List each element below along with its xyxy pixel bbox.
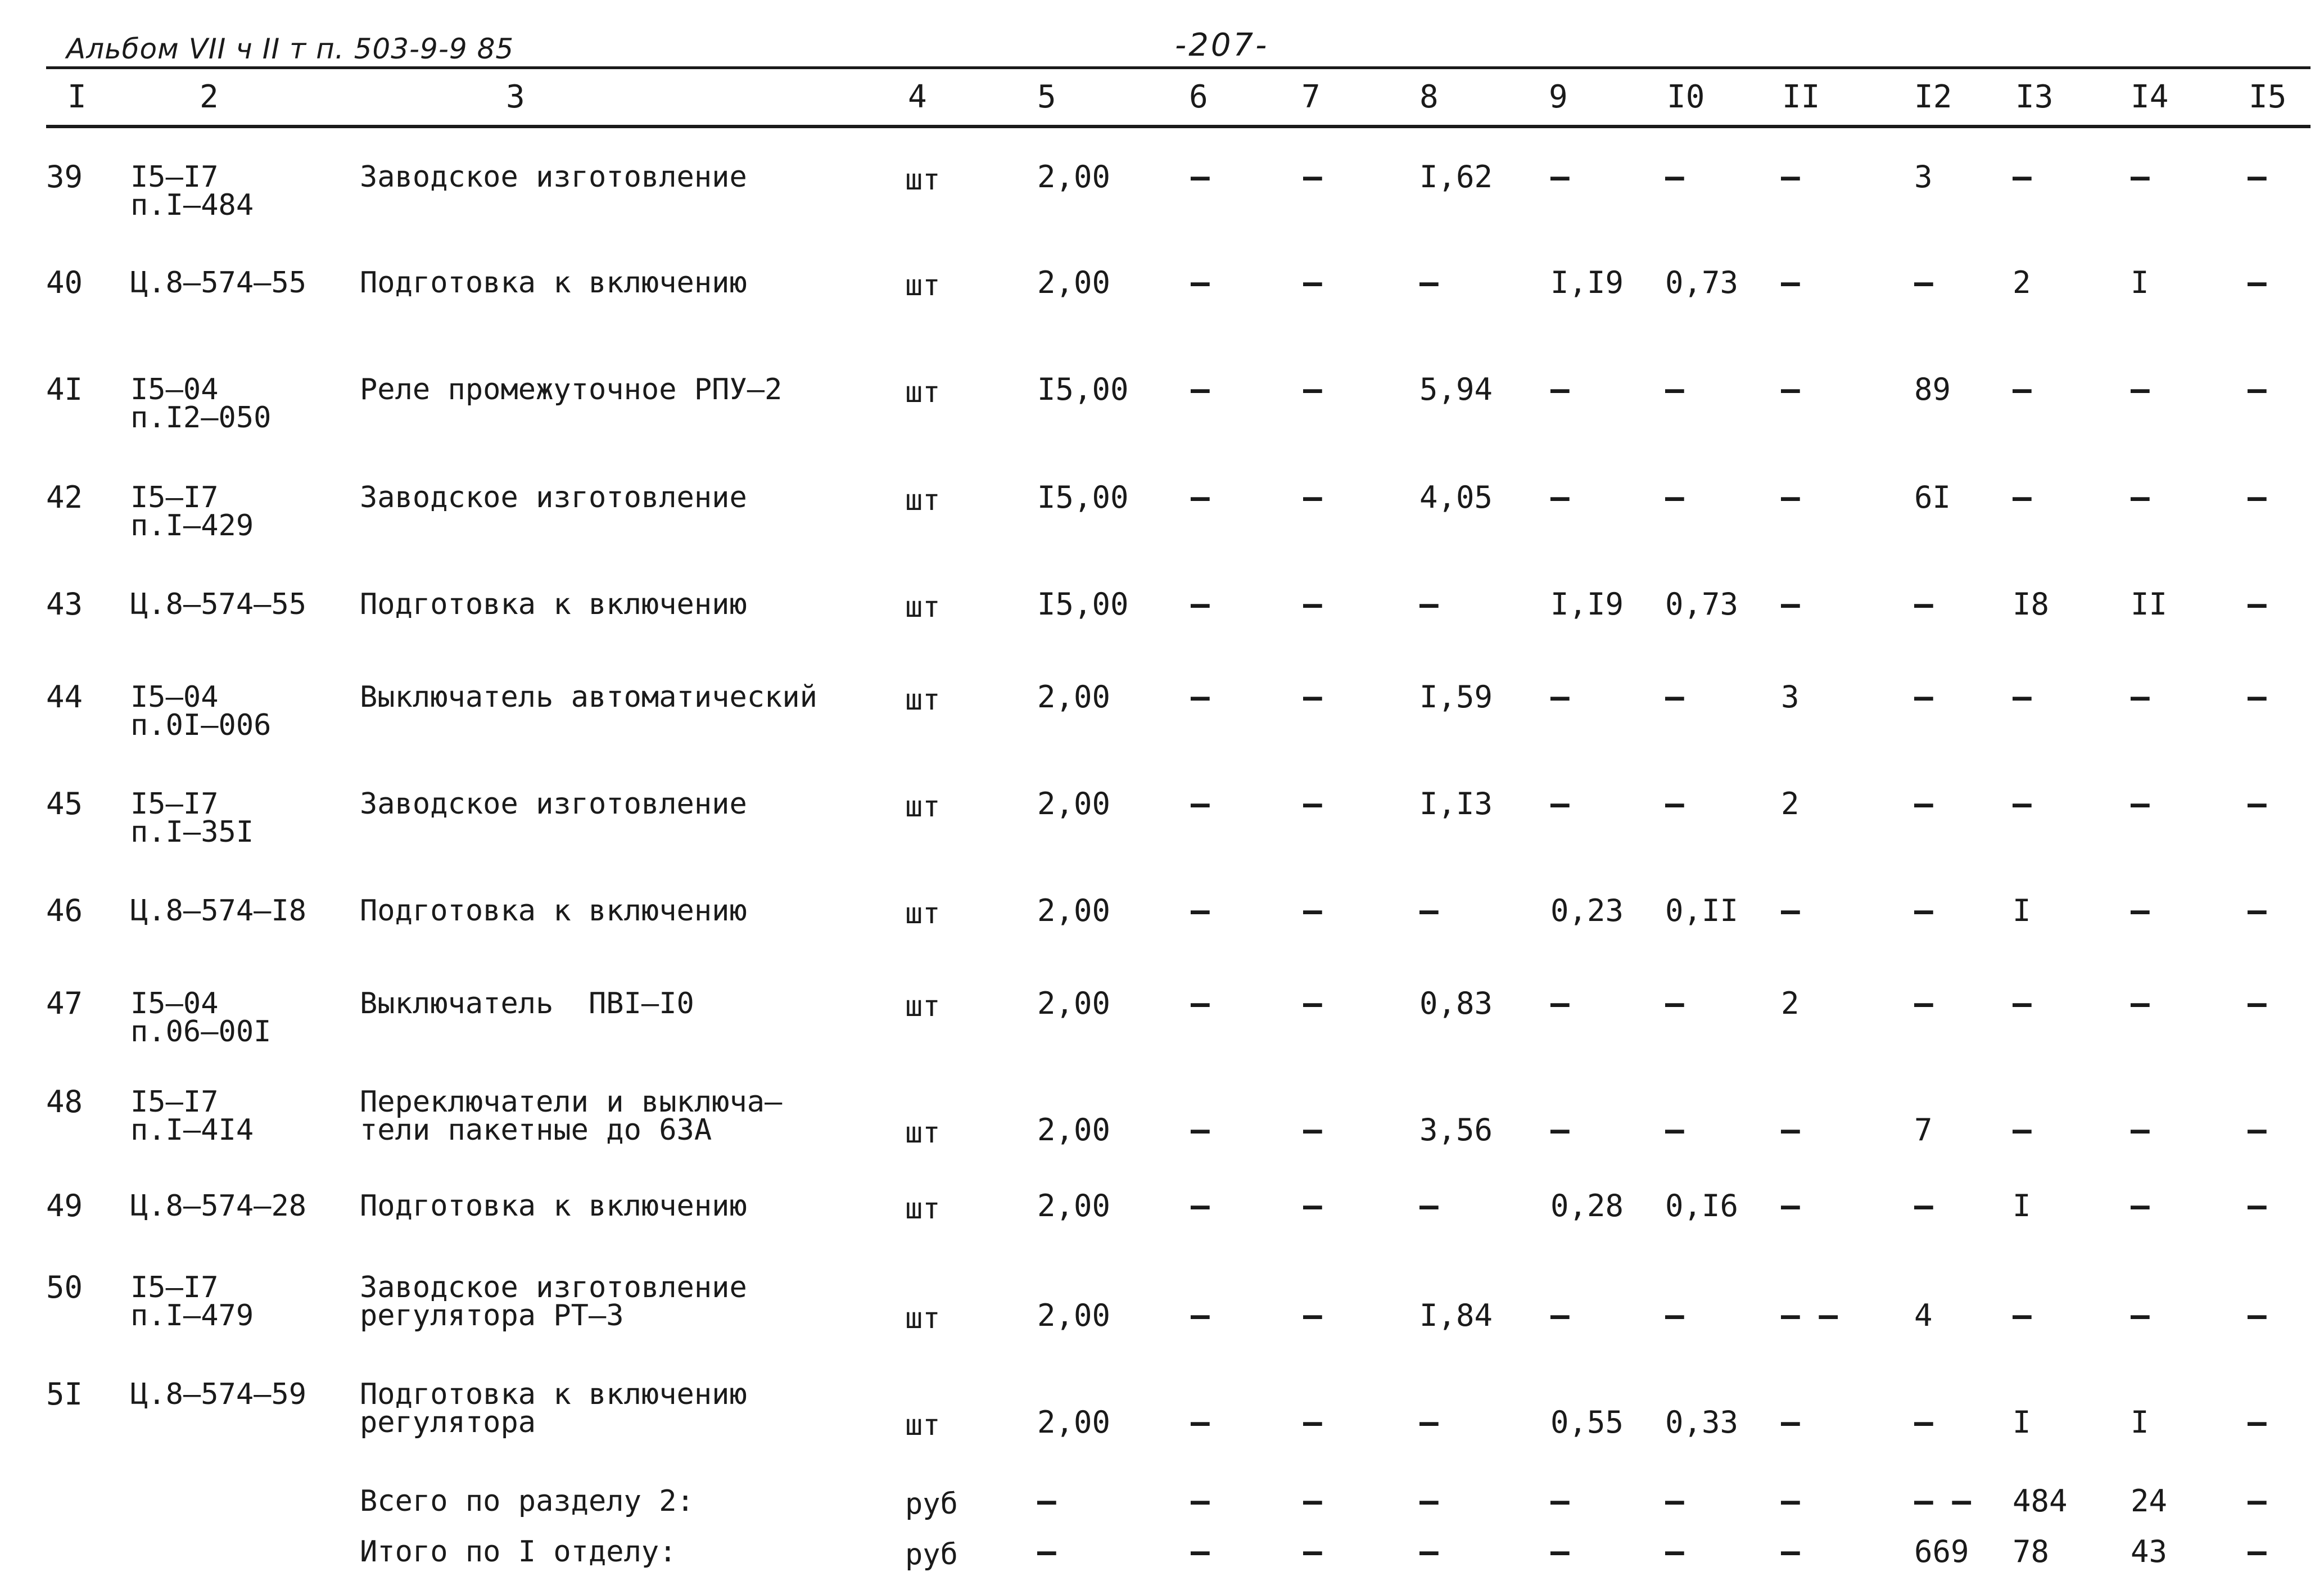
top-rule (46, 66, 2311, 69)
value-cell-c11: – (1781, 371, 1800, 408)
value-cell-c7: – (1303, 1483, 1322, 1519)
value-cell-c15: – (2248, 1533, 2267, 1570)
value-cell-c14: – (2131, 1187, 2150, 1224)
value-cell-c14: I (2131, 265, 2149, 300)
value-cell-c11: – (1781, 1404, 1800, 1441)
value-cell-c13: I (2013, 1405, 2031, 1440)
quantity-cell: 2,00 (1037, 1298, 1111, 1333)
unit-cell: шт (905, 163, 941, 197)
value-cell-c9: – (1550, 1297, 1570, 1334)
norm-code: Ц.8–574–I8 (130, 894, 307, 928)
column-header: I2 (1914, 79, 1952, 115)
value-cell-c11: – (1781, 264, 1800, 301)
value-cell-c6: – (1191, 1187, 1210, 1224)
norm-code: п.I–429 (130, 509, 254, 543)
value-cell-c15: – (2248, 679, 2267, 715)
column-header: II (1782, 79, 1820, 115)
value-cell-c8: I,84 (1419, 1298, 1493, 1333)
unit-cell: шт (905, 484, 941, 517)
row-number: 40 (46, 265, 83, 300)
row-number: 4I (46, 372, 83, 407)
work-description: регулятора РТ–3 (360, 1299, 624, 1333)
totals-label: Всего по разделу 2: (360, 1484, 694, 1518)
row-number: 45 (46, 786, 83, 821)
value-cell-c7: – (1303, 371, 1322, 408)
value-cell-c11: – (1781, 479, 1800, 516)
value-cell-c6: – (1191, 1297, 1210, 1334)
column-header: 4 (908, 79, 927, 115)
work-description: Заводское изготовление (360, 481, 747, 514)
value-cell-c12: – (1914, 892, 1933, 929)
value-cell-c10: – (1665, 1483, 1684, 1519)
value-cell-c15: – (2248, 985, 2267, 1022)
value-cell-c11: – – (1781, 1297, 1838, 1334)
column-header: 7 (1301, 79, 1321, 115)
value-cell-c9: I,I9 (1550, 265, 1624, 300)
value-cell-c9: – (1550, 1483, 1570, 1519)
value-cell-c14: II (2131, 586, 2168, 622)
value-cell-c11: – (1781, 1533, 1800, 1570)
value-cell-c8: 3,56 (1419, 1112, 1493, 1148)
value-cell-c7: – (1303, 985, 1322, 1022)
value-cell-c15: – (2248, 371, 2267, 408)
value-cell-c6: – (1191, 1483, 1210, 1519)
value-cell-c6: – (1191, 679, 1210, 715)
quantity-cell: I5,00 (1037, 480, 1129, 515)
work-description: Выключатель автоматический (360, 680, 817, 714)
value-cell-c8: I,59 (1419, 679, 1493, 715)
value-cell-c7: – (1303, 892, 1322, 929)
value-cell-c7: – (1303, 264, 1322, 301)
value-cell-c13: 78 (2013, 1534, 2050, 1569)
norm-code: I5–I7 (130, 481, 219, 514)
unit-cell: шт (905, 376, 941, 409)
unit-cell: шт (905, 1302, 941, 1335)
value-cell-c15: – (2248, 785, 2267, 822)
quantity-cell: I5,00 (1037, 586, 1129, 622)
unit-cell: руб (905, 1538, 958, 1572)
work-description: Подготовка к включению (360, 894, 747, 928)
value-cell-c15: – (2248, 479, 2267, 516)
value-cell-c12: – (1914, 985, 1933, 1022)
value-cell-c8: – (1419, 1404, 1439, 1441)
value-cell-c9: I,I9 (1550, 586, 1624, 622)
value-cell-c9: – (1550, 679, 1570, 715)
work-description: тели пакетные до 63А (360, 1113, 712, 1147)
column-header: I (67, 79, 87, 115)
value-cell-c12: – (1914, 679, 1933, 715)
value-cell-c10: 0,73 (1665, 586, 1739, 622)
value-cell-c11: – (1781, 1187, 1800, 1224)
value-cell-c14: 24 (2131, 1483, 2168, 1519)
value-cell-c10: – (1665, 1112, 1684, 1148)
norm-code: п.I–484 (130, 188, 254, 222)
row-number: 42 (46, 480, 83, 515)
norm-code: Ц.8–574–55 (130, 266, 307, 300)
norm-code: п.I–479 (130, 1299, 254, 1333)
value-cell-c10: – (1665, 1533, 1684, 1570)
quantity-cell: – (1037, 1483, 1056, 1519)
quantity-cell: 2,00 (1037, 1112, 1111, 1148)
value-cell-c14: 43 (2131, 1534, 2168, 1569)
work-description: Заводское изготовление (360, 1271, 747, 1304)
quantity-cell: – (1037, 1533, 1056, 1570)
unit-cell: руб (905, 1487, 958, 1521)
value-cell-c8: I,I3 (1419, 786, 1493, 821)
value-cell-c9: – (1550, 1112, 1570, 1148)
norm-code: I5–I7 (130, 1271, 219, 1304)
value-cell-c10: 0,II (1665, 893, 1739, 928)
row-number: 43 (46, 586, 83, 622)
quantity-cell: 2,00 (1037, 786, 1111, 821)
value-cell-c12: 3 (1914, 159, 1933, 195)
quantity-cell: 2,00 (1037, 893, 1111, 928)
value-cell-c10: 0,I6 (1665, 1188, 1739, 1223)
value-cell-c14: – (2131, 371, 2150, 408)
value-cell-c6: – (1191, 1404, 1210, 1441)
row-number: 5I (46, 1376, 83, 1412)
unit-cell: шт (905, 897, 941, 931)
value-cell-c6: – (1191, 1112, 1210, 1148)
value-cell-c13: I (2013, 1188, 2031, 1223)
value-cell-c7: – (1303, 1187, 1322, 1224)
value-cell-c14: – (2131, 1112, 2150, 1148)
value-cell-c11: 2 (1781, 986, 1799, 1021)
work-description: Реле промежуточное РПУ–2 (360, 373, 783, 407)
value-cell-c7: – (1303, 1404, 1322, 1441)
quantity-cell: 2,00 (1037, 986, 1111, 1021)
norm-code: I5–04 (130, 373, 219, 407)
norm-code: п.I–4I4 (130, 1113, 254, 1147)
norm-code: I5–04 (130, 680, 219, 714)
value-cell-c6: – (1191, 586, 1210, 622)
value-cell-c7: – (1303, 479, 1322, 516)
value-cell-c11: – (1781, 892, 1800, 929)
value-cell-c13: – (2013, 679, 2032, 715)
value-cell-c6: – (1191, 371, 1210, 408)
value-cell-c11: 3 (1781, 679, 1799, 715)
value-cell-c9: 0,55 (1550, 1405, 1624, 1440)
value-cell-c12: – – (1914, 1483, 1972, 1519)
value-cell-c6: – (1191, 892, 1210, 929)
norm-code: Ц.8–574–59 (130, 1378, 307, 1411)
value-cell-c12: – (1914, 1404, 1933, 1441)
header-rule (46, 125, 2311, 128)
value-cell-c14: – (2131, 1297, 2150, 1334)
value-cell-c14: – (2131, 785, 2150, 822)
value-cell-c13: – (2013, 371, 2032, 408)
norm-code: I5–04 (130, 987, 219, 1020)
row-number: 44 (46, 679, 83, 715)
row-number: 47 (46, 986, 83, 1021)
unit-cell: шт (905, 590, 941, 624)
work-description: Заводское изготовление (360, 787, 747, 821)
value-cell-c12: – (1914, 1187, 1933, 1224)
value-cell-c10: – (1665, 785, 1684, 822)
row-number: 46 (46, 893, 83, 928)
norm-code: Ц.8–574–55 (130, 588, 307, 621)
value-cell-c7: – (1303, 159, 1322, 195)
value-cell-c14: – (2131, 159, 2150, 195)
value-cell-c10: – (1665, 1297, 1684, 1334)
value-cell-c9: – (1550, 479, 1570, 516)
norm-code: I5–I7 (130, 1085, 219, 1119)
value-cell-c8: 4,05 (1419, 480, 1493, 515)
quantity-cell: 2,00 (1037, 1405, 1111, 1440)
value-cell-c9: 0,23 (1550, 893, 1624, 928)
quantity-cell: 2,00 (1037, 265, 1111, 300)
unit-cell: шт (905, 683, 941, 717)
value-cell-c10: – (1665, 371, 1684, 408)
value-cell-c8: I,62 (1419, 159, 1493, 195)
work-description: Подготовка к включению (360, 266, 747, 300)
value-cell-c13: – (2013, 985, 2032, 1022)
value-cell-c8: 0,83 (1419, 986, 1493, 1021)
value-cell-c13: – (2013, 785, 2032, 822)
value-cell-c6: – (1191, 1533, 1210, 1570)
work-description: регулятора (360, 1406, 536, 1439)
value-cell-c6: – (1191, 264, 1210, 301)
album-reference: Альбом VII ч II т п. 503-9-9 85 (66, 33, 514, 65)
work-description: Переключатели и выключа– (360, 1085, 783, 1119)
column-header: 6 (1189, 79, 1208, 115)
value-cell-c13: I8 (2013, 586, 2050, 622)
value-cell-c8: – (1419, 1187, 1439, 1224)
value-cell-c10: 0,73 (1665, 265, 1739, 300)
unit-cell: шт (905, 269, 941, 302)
value-cell-c11: – (1781, 586, 1800, 622)
column-header: 8 (1419, 79, 1439, 115)
work-description: Заводское изготовление (360, 160, 747, 194)
value-cell-c15: – (2248, 1297, 2267, 1334)
value-cell-c8: – (1419, 1483, 1439, 1519)
value-cell-c6: – (1191, 785, 1210, 822)
value-cell-c11: – (1781, 1112, 1800, 1148)
quantity-cell: I5,00 (1037, 372, 1129, 407)
value-cell-c15: – (2248, 159, 2267, 195)
value-cell-c14: – (2131, 679, 2150, 715)
value-cell-c13: – (2013, 1112, 2032, 1148)
value-cell-c13: 484 (2013, 1483, 2068, 1519)
column-header: 2 (200, 79, 219, 115)
value-cell-c11: – (1781, 1483, 1800, 1519)
unit-cell: шт (905, 1408, 941, 1442)
value-cell-c7: – (1303, 785, 1322, 822)
value-cell-c15: – (2248, 1112, 2267, 1148)
norm-code: I5–I7 (130, 160, 219, 194)
value-cell-c9: – (1550, 159, 1570, 195)
value-cell-c15: – (2248, 1187, 2267, 1224)
totals-label: Итого по I отделу: (360, 1535, 677, 1569)
value-cell-c12: – (1914, 264, 1933, 301)
value-cell-c15: – (2248, 264, 2267, 301)
value-cell-c12: 6I (1914, 480, 1951, 515)
norm-code: п.I2–050 (130, 401, 272, 435)
value-cell-c12: 669 (1914, 1534, 1969, 1569)
value-cell-c12: 4 (1914, 1298, 1933, 1333)
value-cell-c12: 7 (1914, 1112, 1933, 1148)
value-cell-c12: – (1914, 586, 1933, 622)
quantity-cell: 2,00 (1037, 159, 1111, 195)
column-header: I0 (1667, 79, 1705, 115)
value-cell-c10: – (1665, 479, 1684, 516)
value-cell-c7: – (1303, 679, 1322, 715)
value-cell-c8: – (1419, 892, 1439, 929)
value-cell-c7: – (1303, 1112, 1322, 1148)
norm-code: п.06–00I (130, 1015, 272, 1049)
unit-cell: шт (905, 1116, 941, 1150)
norm-code: п.I–35I (130, 815, 254, 849)
work-description: Выключатель ПВI–I0 (360, 987, 694, 1020)
value-cell-c13: – (2013, 159, 2032, 195)
value-cell-c14: – (2131, 892, 2150, 929)
quantity-cell: 2,00 (1037, 679, 1111, 715)
unit-cell: шт (905, 790, 941, 824)
value-cell-c13: I (2013, 893, 2031, 928)
value-cell-c13: – (2013, 479, 2032, 516)
value-cell-c12: – (1914, 785, 1933, 822)
unit-cell: шт (905, 1192, 941, 1226)
value-cell-c6: – (1191, 985, 1210, 1022)
column-header: I3 (2015, 79, 2054, 115)
value-cell-c11: 2 (1781, 786, 1799, 821)
value-cell-c9: – (1550, 1533, 1570, 1570)
value-cell-c15: – (2248, 1404, 2267, 1441)
value-cell-c12: 89 (1914, 372, 1951, 407)
quantity-cell: 2,00 (1037, 1188, 1111, 1223)
page-number: -207- (1175, 27, 1269, 64)
value-cell-c13: – (2013, 1297, 2032, 1334)
value-cell-c13: 2 (2013, 265, 2031, 300)
value-cell-c10: 0,33 (1665, 1405, 1739, 1440)
unit-cell: шт (905, 990, 941, 1023)
value-cell-c10: – (1665, 159, 1684, 195)
value-cell-c14: – (2131, 479, 2150, 516)
column-header: I4 (2131, 79, 2169, 115)
value-cell-c9: – (1550, 785, 1570, 822)
value-cell-c10: – (1665, 679, 1684, 715)
value-cell-c15: – (2248, 1483, 2267, 1519)
value-cell-c15: – (2248, 586, 2267, 622)
norm-code: I5–I7 (130, 787, 219, 821)
row-number: 50 (46, 1270, 83, 1305)
column-header: 9 (1549, 79, 1568, 115)
value-cell-c11: – (1781, 159, 1800, 195)
value-cell-c9: – (1550, 985, 1570, 1022)
norm-code: Ц.8–574–28 (130, 1189, 307, 1223)
value-cell-c14: – (2131, 985, 2150, 1022)
value-cell-c14: I (2131, 1405, 2149, 1440)
row-number: 48 (46, 1084, 83, 1119)
value-cell-c6: – (1191, 159, 1210, 195)
value-cell-c7: – (1303, 1533, 1322, 1570)
value-cell-c6: – (1191, 479, 1210, 516)
work-description: Подготовка к включению (360, 588, 747, 621)
value-cell-c7: – (1303, 586, 1322, 622)
column-header: 5 (1037, 79, 1056, 115)
value-cell-c9: – (1550, 371, 1570, 408)
value-cell-c15: – (2248, 892, 2267, 929)
value-cell-c8: – (1419, 1533, 1439, 1570)
work-description: Подготовка к включению (360, 1189, 747, 1223)
norm-code: п.0I–006 (130, 708, 272, 742)
work-description: Подготовка к включению (360, 1378, 747, 1411)
value-cell-c10: – (1665, 985, 1684, 1022)
value-cell-c7: – (1303, 1297, 1322, 1334)
value-cell-c9: 0,28 (1550, 1188, 1624, 1223)
row-number: 49 (46, 1188, 83, 1223)
column-header: I5 (2249, 79, 2287, 115)
column-header: 3 (506, 79, 525, 115)
value-cell-c8: – (1419, 586, 1439, 622)
value-cell-c8: – (1419, 264, 1439, 301)
value-cell-c8: 5,94 (1419, 372, 1493, 407)
row-number: 39 (46, 159, 83, 195)
